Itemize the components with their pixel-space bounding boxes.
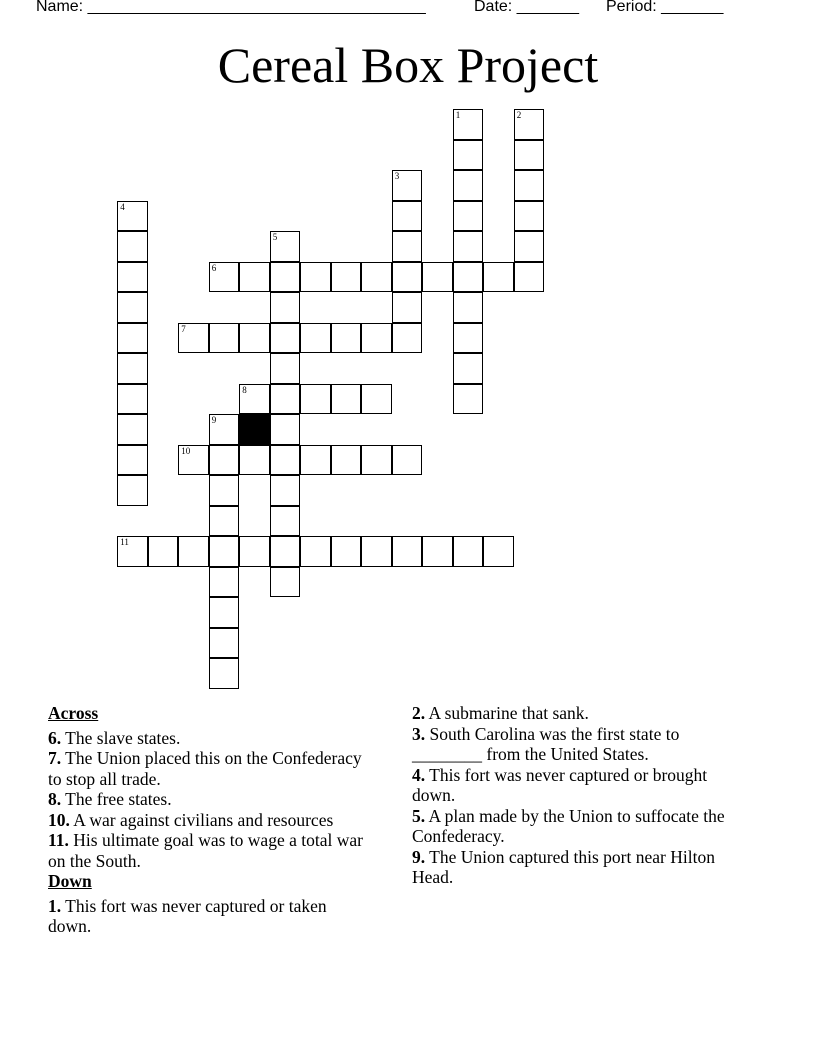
grid-cell[interactable] — [514, 231, 545, 262]
clue-item — [412, 724, 752, 765]
clue-item — [412, 806, 752, 847]
grid-cell[interactable] — [453, 170, 484, 201]
grid-cell[interactable] — [392, 292, 423, 323]
grid-cell[interactable] — [117, 414, 148, 445]
grid-cell[interactable] — [270, 231, 301, 262]
grid-cell[interactable] — [209, 536, 240, 567]
grid-cell[interactable] — [300, 536, 331, 567]
grid-cell[interactable] — [453, 536, 484, 567]
grid-cell[interactable] — [239, 384, 270, 415]
grid-cell[interactable] — [361, 323, 392, 354]
grid-cell[interactable] — [453, 109, 484, 140]
grid-cell[interactable] — [300, 445, 331, 476]
grid-cell[interactable] — [270, 536, 301, 567]
grid-cell[interactable] — [392, 201, 423, 232]
across-clue-list — [48, 728, 368, 872]
grid-cell[interactable] — [209, 658, 240, 689]
clue-number: 9 — [211, 415, 217, 426]
grid-cell[interactable] — [209, 262, 240, 293]
grid-cell[interactable] — [117, 536, 148, 567]
grid-cell[interactable] — [209, 597, 240, 628]
black-cell — [239, 414, 270, 445]
clue-number: 4 — [120, 201, 125, 212]
grid-cell[interactable] — [117, 384, 148, 415]
clue-number-label: 11. — [48, 830, 69, 850]
clue-number-label: 1. — [48, 895, 62, 916]
clue-text: The Union placed this on the Confederacy to stop all trade. — [48, 748, 362, 789]
clue-number-label: 10. — [48, 809, 70, 830]
clue-number: 11 — [120, 537, 129, 548]
clue-item — [412, 703, 752, 724]
clue-number: 1 — [455, 110, 461, 121]
grid-cell[interactable] — [514, 109, 545, 140]
grid-cell[interactable] — [392, 536, 423, 567]
grid-cell[interactable] — [453, 353, 484, 384]
grid-cell[interactable] — [300, 384, 331, 415]
clue-text: The Union captured this port near Hilton Head. — [412, 846, 715, 887]
grid-cell[interactable] — [270, 567, 301, 598]
clue-item — [48, 810, 368, 831]
clue-number-label: 9. — [412, 846, 426, 867]
grid-cell[interactable] — [148, 536, 179, 567]
clue-number: 5 — [272, 232, 278, 243]
across-heading: Across — [48, 703, 99, 723]
clue-number: 7 — [181, 323, 186, 334]
grid-cell[interactable] — [453, 201, 484, 232]
grid-cell[interactable] — [117, 262, 148, 293]
grid-cell[interactable] — [453, 292, 484, 323]
down-heading: Down — [48, 871, 92, 891]
grid-cell[interactable] — [117, 475, 148, 506]
date-field: Date: _______ — [474, 0, 579, 15]
clue-item — [412, 765, 752, 806]
grid-cell[interactable] — [239, 445, 270, 476]
grid-cell[interactable] — [270, 445, 301, 476]
clue-number: 6 — [211, 262, 217, 273]
grid-cell[interactable] — [239, 536, 270, 567]
grid-cell[interactable] — [331, 445, 362, 476]
grid-cell[interactable] — [361, 536, 392, 567]
clue-number: 10 — [181, 445, 191, 456]
clue-text: This fort was never captured or brought down. — [412, 764, 708, 805]
clue-number-label: 3. — [412, 723, 426, 744]
grid-cell[interactable] — [392, 170, 423, 201]
grid-cell[interactable] — [270, 353, 301, 384]
clue-number: 3 — [394, 171, 400, 182]
grid-cell[interactable] — [453, 384, 484, 415]
grid-cell[interactable] — [422, 262, 453, 293]
grid-cell[interactable] — [209, 414, 240, 445]
grid-cell[interactable] — [117, 292, 148, 323]
clue-item — [48, 830, 368, 871]
grid-cell[interactable] — [361, 384, 392, 415]
grid-cell[interactable] — [300, 323, 331, 354]
grid-cell[interactable] — [514, 262, 545, 293]
grid-cell[interactable] — [514, 140, 545, 171]
grid-cell[interactable] — [422, 536, 453, 567]
grid-cell[interactable] — [331, 262, 362, 293]
grid-cell[interactable] — [270, 384, 301, 415]
grid-cell[interactable] — [209, 445, 240, 476]
grid-cell[interactable] — [300, 262, 331, 293]
grid-cell[interactable] — [209, 323, 240, 354]
clue-text: This fort was never captured or taken down. — [48, 895, 327, 936]
grid-cell[interactable] — [178, 323, 209, 354]
down-clue-list — [48, 896, 368, 937]
grid-cell[interactable] — [209, 475, 240, 506]
clue-number-label: 8. — [48, 789, 62, 809]
grid-cell[interactable] — [392, 445, 423, 476]
grid-cell[interactable] — [270, 414, 301, 445]
clue-number-label: 6. — [48, 727, 62, 748]
grid-cell[interactable] — [453, 323, 484, 354]
clue-number: 2 — [516, 110, 522, 121]
grid-cell[interactable] — [361, 445, 392, 476]
grid-cell[interactable] — [514, 170, 545, 201]
grid-cell[interactable] — [392, 323, 423, 354]
grid-cell[interactable] — [331, 323, 362, 354]
clue-number: 8 — [242, 384, 247, 395]
grid-cell[interactable] — [483, 262, 514, 293]
grid-cell[interactable] — [270, 292, 301, 323]
grid-cell[interactable] — [270, 506, 301, 537]
grid-cell[interactable] — [117, 323, 148, 354]
grid-cell[interactable] — [331, 384, 362, 415]
clue-text: South Carolina was the first state to ________ from the United States. — [412, 723, 680, 764]
grid-cell[interactable] — [453, 231, 484, 262]
clue-item — [48, 789, 368, 810]
grid-cell[interactable] — [178, 445, 209, 476]
grid-cell[interactable] — [117, 231, 148, 262]
clues-left-column — [48, 703, 368, 937]
grid-cell[interactable] — [361, 262, 392, 293]
grid-cell[interactable] — [331, 536, 362, 567]
clue-item — [48, 896, 368, 937]
clue-text: The free states. — [61, 789, 172, 809]
grid-cell[interactable] — [209, 628, 240, 659]
grid-cell[interactable] — [392, 231, 423, 262]
grid-cell[interactable] — [239, 262, 270, 293]
down-clue-list-continued — [412, 703, 752, 888]
grid-cell[interactable] — [270, 323, 301, 354]
clue-item — [48, 728, 368, 749]
clue-number-label: 5. — [412, 805, 426, 826]
clue-number-label: 7. — [48, 748, 62, 768]
clue-number-label: 4. — [412, 764, 426, 785]
grid-cell[interactable] — [483, 536, 514, 567]
clue-text: His ultimate goal was to wage a total war on the South. — [48, 830, 363, 871]
grid-cell[interactable] — [392, 262, 423, 293]
grid-cell[interactable] — [117, 353, 148, 384]
clue-item — [48, 748, 368, 789]
clue-text: The slave states. — [61, 727, 181, 748]
clue-text: A plan made by the Union to suffocate the Confederacy. — [412, 805, 725, 846]
period-field: Period: _______ — [606, 0, 724, 15]
grid-cell[interactable] — [117, 201, 148, 232]
grid-cell[interactable] — [270, 262, 301, 293]
grid-cell[interactable] — [209, 567, 240, 598]
grid-cell[interactable] — [453, 140, 484, 171]
grid-cell[interactable] — [117, 445, 148, 476]
clue-text: A submarine that sank. — [425, 703, 589, 723]
name-field: Name: ______________________________________ — [36, 0, 426, 15]
grid-cell[interactable] — [209, 506, 240, 537]
grid-cell[interactable] — [239, 323, 270, 354]
grid-cell[interactable] — [270, 475, 301, 506]
grid-cell[interactable] — [453, 262, 484, 293]
page-title: Cereal Box Project — [217, 37, 599, 93]
clue-number-label: 2. — [412, 703, 426, 723]
clue-text: A war against civilians and resources — [69, 809, 334, 830]
clues-right-column — [412, 703, 752, 888]
grid-cell[interactable] — [514, 201, 545, 232]
grid-cell[interactable] — [178, 536, 209, 567]
clue-item — [412, 847, 752, 888]
